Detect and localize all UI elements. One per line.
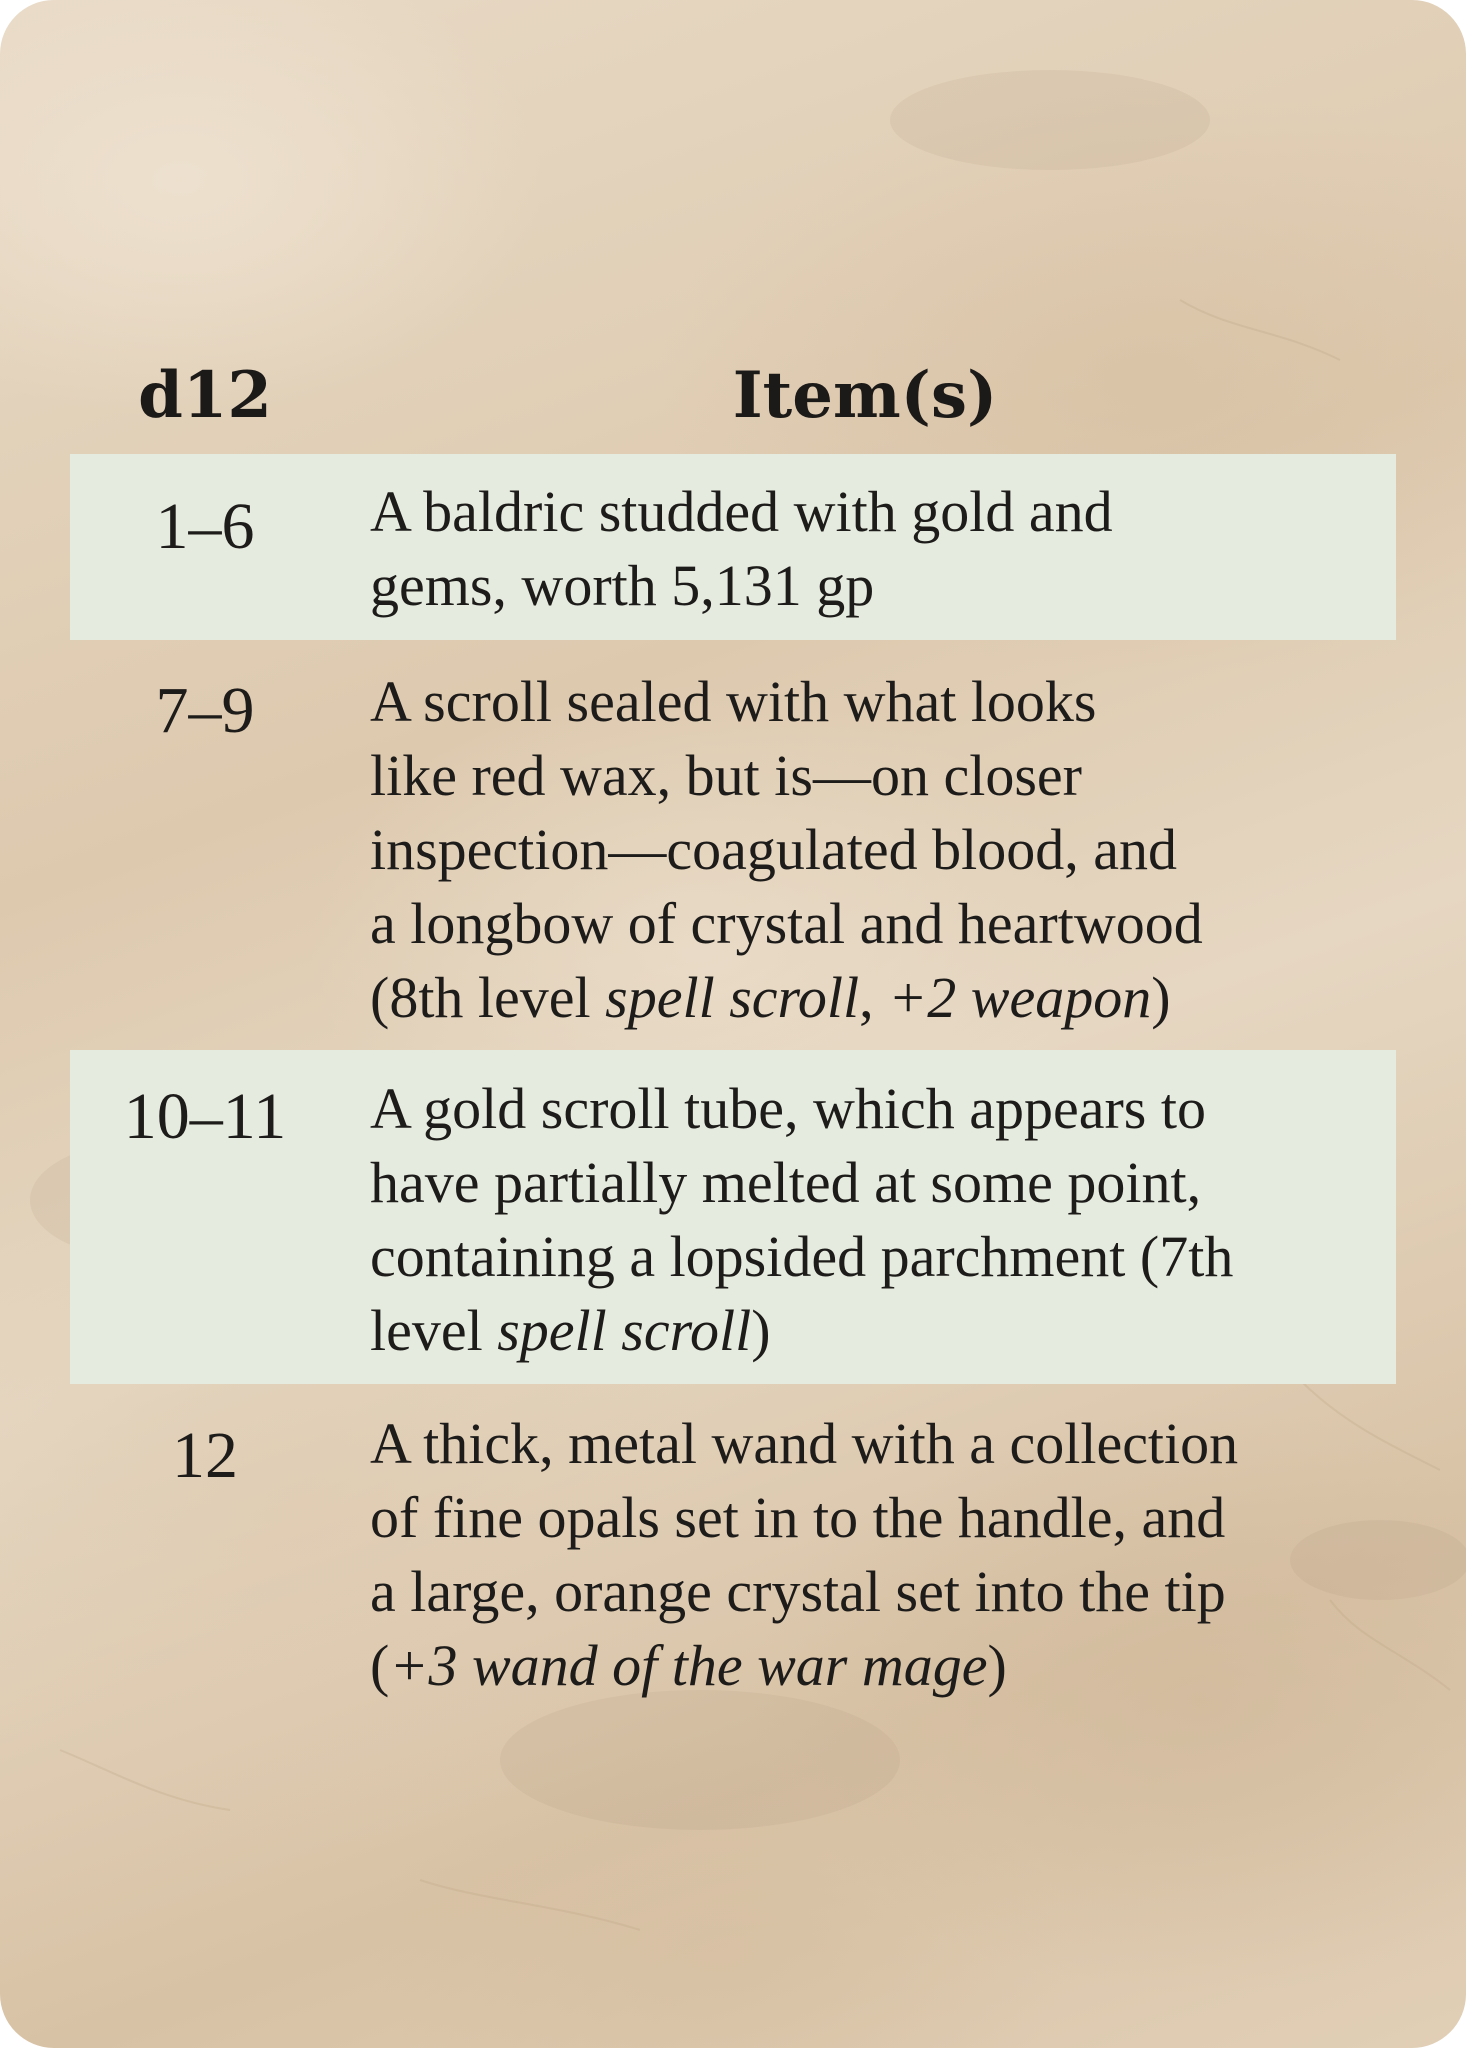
item-name-italic: +2 weapon [888, 965, 1152, 1030]
item-description [370, 665, 1380, 1035]
item-line: A gold scroll tube, which appears to [370, 1076, 1206, 1141]
item-line [370, 961, 1380, 1035]
item-line: inspection—coagulated blood, and [370, 817, 1177, 882]
item-line: of fine opals set in to the handle, and [370, 1485, 1226, 1550]
roll-range: 12 [172, 1419, 238, 1492]
item-description [370, 1072, 1380, 1368]
roll-range: 10–11 [123, 1080, 287, 1153]
table-row [70, 1384, 1396, 1714]
item-text: , [859, 965, 889, 1030]
roll-column-header: d12 [138, 358, 272, 433]
roll-range: 1–6 [155, 490, 255, 563]
item-text: level [370, 1298, 498, 1363]
roll-range: 7–9 [155, 674, 255, 747]
item-line: A thick, metal wand with a collection [370, 1411, 1239, 1476]
table-row [70, 640, 1396, 1050]
item-line: containing a lopsided parchment (7th [370, 1224, 1234, 1289]
item-line: A scroll sealed with what looks [370, 669, 1097, 734]
item-text: ) [987, 1633, 1007, 1698]
item-line: have partially melted at some point, [370, 1150, 1202, 1215]
item-line: a large, orange crystal set into the tip [370, 1559, 1226, 1624]
item-text: ) [1151, 965, 1171, 1030]
item-text: (8th level [370, 965, 606, 1030]
item-line: a longbow of crystal and heartwood [370, 891, 1203, 956]
item-line: gems, worth 5,131 gp [370, 553, 875, 618]
item-name-italic: spell scroll [605, 965, 860, 1030]
item-line [370, 1629, 1380, 1703]
item-name-italic: spell scroll [497, 1298, 752, 1363]
item-description [370, 475, 1380, 623]
table-row [70, 1050, 1396, 1384]
item-line: A baldric studded with gold and [370, 479, 1113, 544]
item-text: ) [751, 1298, 771, 1363]
item-name-italic: +3 wand of the war mage [389, 1633, 988, 1698]
item-line: like red wax, but is—on closer [370, 743, 1082, 808]
item-description [370, 1407, 1380, 1703]
item-line [370, 1294, 1380, 1368]
item-text: ( [370, 1633, 390, 1698]
table-row [70, 454, 1396, 640]
items-column-header: Item(s) [732, 358, 998, 433]
